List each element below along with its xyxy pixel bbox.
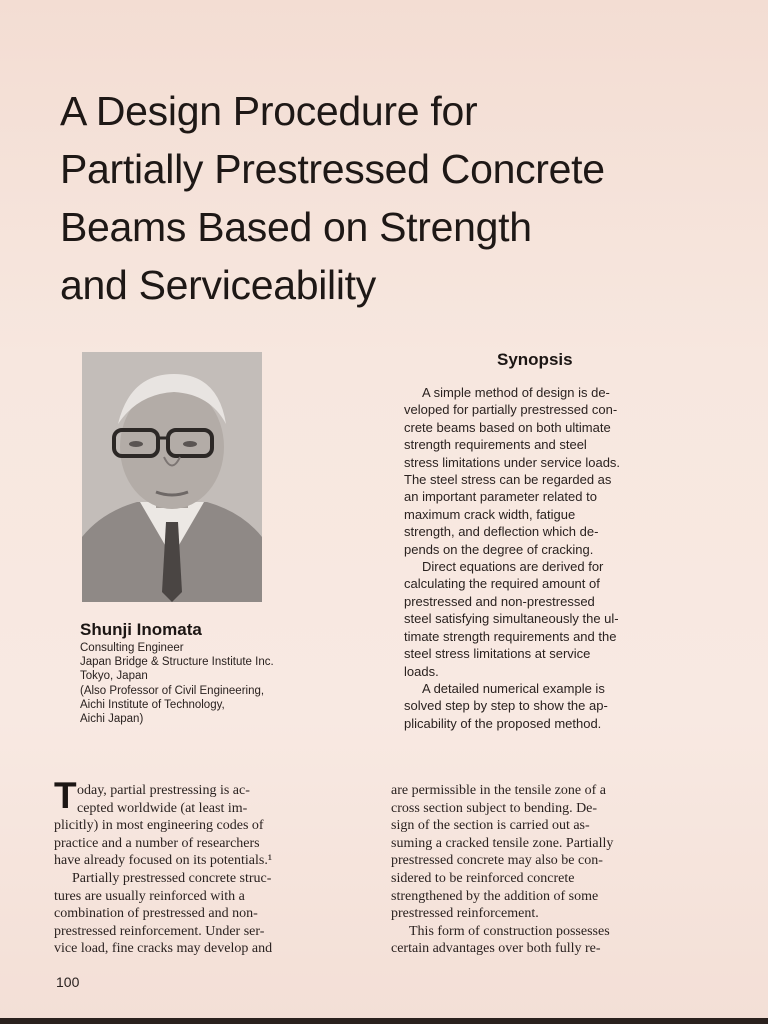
drop-cap: T: [54, 775, 77, 816]
body-line: Partially prestressed concrete struc-: [72, 870, 272, 886]
synopsis-heading: Synopsis: [497, 350, 573, 369]
title-line: and Serviceability: [60, 262, 376, 308]
title-line: Beams Based on Strength: [60, 204, 532, 250]
synopsis-line: A simple method of design is de-: [422, 385, 610, 400]
synopsis-line: strength requirements and steel: [404, 437, 587, 453]
synopsis-line: The steel stress can be regarded as: [404, 472, 612, 488]
synopsis-line: steel stress limitations at service: [404, 646, 591, 662]
body-line: tures are usually reinforced with a: [54, 888, 245, 904]
affiliation-line: Tokyo, Japan: [80, 670, 148, 683]
affiliation-line: Consulting Engineer: [80, 642, 184, 654]
article-title: [60, 82, 740, 314]
affiliation-line: Aichi Institute of Technology,: [80, 698, 225, 711]
page-number: 100: [56, 974, 80, 990]
author-name: Shunji Inomata: [80, 620, 202, 639]
body-line: oday, partial prestressing is ac-: [77, 783, 250, 798]
title-line: Partially Prestressed Concrete: [60, 146, 605, 192]
body-line: suming a cracked tensile zone. Partially: [391, 835, 614, 851]
body-column-right: [391, 782, 711, 958]
synopsis-line: crete beams based on both ultimate: [404, 419, 611, 435]
affiliation-line: Japan Bridge & Structure Institute Inc.: [80, 656, 274, 669]
author-photo: [82, 352, 262, 602]
synopsis-line: plicability of the proposed method.: [404, 715, 602, 731]
body-line: plicitly) in most engineering codes of: [54, 818, 264, 834]
body-line: combination of prestressed and non-: [54, 906, 258, 922]
synopsis-line: stress limitations under service loads.: [404, 454, 621, 470]
synopsis-text: [404, 384, 686, 732]
body-line: sidered to be reinforced concrete: [391, 870, 575, 886]
synopsis-line: loads.: [404, 663, 439, 679]
synopsis-line: timate strength requirements and the: [404, 628, 617, 644]
author-affiliation: [80, 641, 274, 726]
body-line: This form of construction possesses: [409, 923, 610, 939]
body-line: sign of the section is carried out as-: [391, 818, 590, 834]
body-line: practice and a number of researchers: [54, 835, 260, 851]
body-column-left: [54, 782, 374, 958]
title-line: A Design Procedure for: [60, 88, 478, 134]
body-line: cross section subject to bending. De-: [391, 800, 598, 816]
synopsis-line: steel satisfying simultaneously the ul-: [404, 611, 619, 627]
affiliation-line: Aichi Japan): [80, 713, 144, 726]
body-line: have already focused on its potentials.¹: [54, 853, 273, 869]
synopsis-line: maximum crack width, fatigue: [404, 506, 576, 522]
synopsis-line: prestressed and non-prestressed: [404, 593, 595, 609]
body-line: prestressed reinforcement. Under ser-: [54, 923, 265, 939]
scan-edge: [0, 1018, 768, 1024]
synopsis-line: A detailed numerical example is: [422, 680, 605, 696]
body-line: strengthened by the addition of some: [391, 888, 599, 904]
body-line: vice load, fine cracks may develop and: [54, 941, 273, 957]
affiliation-line: (Also Professor of Civil Engineering,: [80, 684, 265, 697]
synopsis-line: Direct equations are derived for: [422, 559, 604, 575]
synopsis-line: pends on the degree of cracking.: [404, 541, 594, 557]
body-line: certain advantages over both fully re-: [391, 941, 601, 957]
body-line: are permissible in the tensile zone of a: [391, 783, 606, 798]
body-line: prestressed concrete may also be con-: [391, 853, 603, 869]
body-line: cepted worldwide (at least im-: [77, 800, 248, 816]
synopsis-line: veloped for partially prestressed con-: [404, 402, 618, 418]
synopsis-line: an important parameter related to: [404, 489, 597, 505]
body-line: prestressed reinforcement.: [391, 906, 539, 922]
synopsis-line: solved step by step to show the ap-: [404, 698, 608, 714]
synopsis-line: calculating the required amount of: [404, 576, 600, 592]
synopsis-line: strength, and deflection which de-: [404, 524, 599, 540]
